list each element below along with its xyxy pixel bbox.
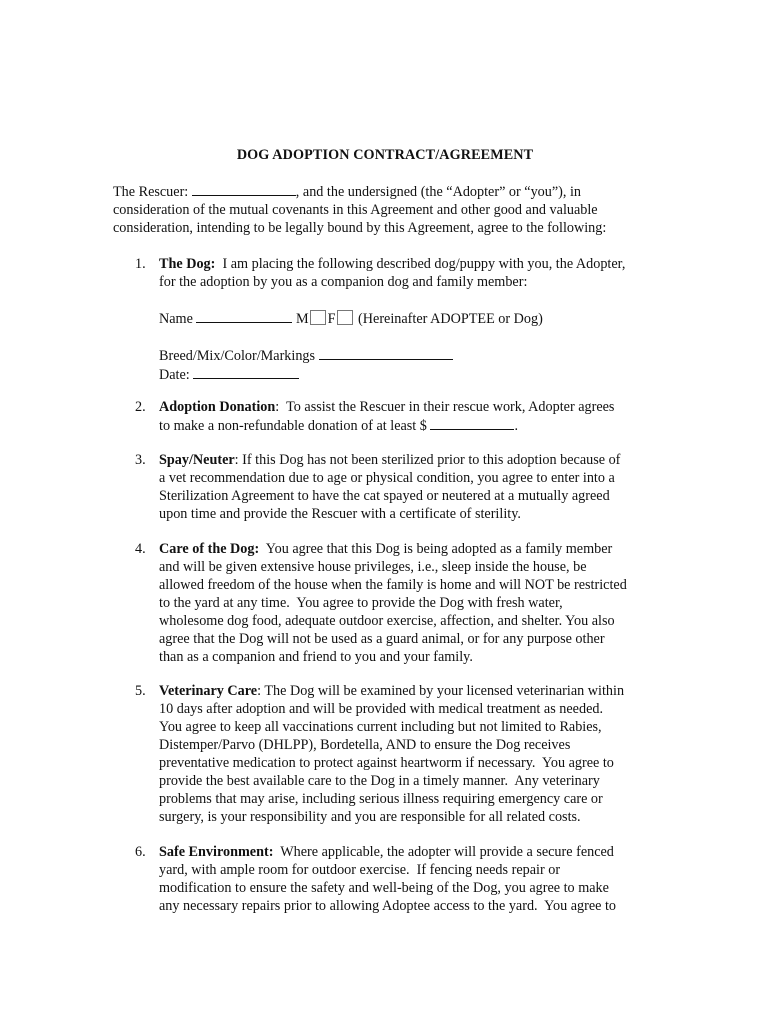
- clause-line: agree that the Dog will not be used as a guard animal, or for any purpose other: [159, 631, 605, 647]
- clause-line: 10 days after adoption and will be provided with medical treatment as needed.: [159, 701, 604, 717]
- date-row: [159, 365, 679, 384]
- clause-heading: Spay/Neuter: [159, 452, 235, 468]
- clause-line: [159, 451, 679, 469]
- clause-line: [159, 416, 679, 435]
- intro-line-1: [113, 182, 673, 201]
- clause-text: .: [514, 418, 518, 434]
- date-label: Date:: [159, 367, 194, 383]
- clause-line: allowed freedom of the house when the family is home and will NOT be restricted: [159, 577, 627, 593]
- clause-text: You agree that this Dog is being adopted as a family member: [259, 541, 613, 557]
- clause-text: I am placing the following described dog/puppy with you, the Adopter,: [215, 256, 626, 272]
- female-checkbox[interactable]: [337, 310, 353, 325]
- clause-heading: Adoption Donation: [159, 399, 276, 415]
- clause-line: [159, 540, 679, 558]
- intro-line-3: consideration, intending to be legally bound by this Agreement, agree to the following:: [113, 220, 607, 236]
- clause-line: Distemper/Parvo (DHLPP), Bordetella, AND to ensure the Dog receives: [159, 737, 571, 753]
- clause-heading: Care of the Dog:: [159, 541, 260, 557]
- breed-row: [159, 346, 679, 365]
- clause-line: wholesome dog food, adequate outdoor exercise, affection, and shelter. You also: [159, 613, 615, 629]
- clause-text: : If this Dog has not been sterilized prior to this adoption because of: [234, 452, 621, 468]
- clause-line: [159, 682, 679, 700]
- clause-number: 6.: [135, 844, 146, 860]
- spacer: [159, 328, 679, 346]
- intro-rescuer-label: The Rescuer:: [113, 184, 192, 200]
- breed-field[interactable]: [319, 346, 453, 360]
- clause-body: [159, 255, 679, 384]
- clause-line: You agree to keep all vaccinations current including but not limited to Rabies,: [159, 719, 602, 735]
- donation-amount-field[interactable]: [430, 416, 514, 430]
- name-sex-row: [159, 309, 679, 328]
- clause-body: [159, 843, 679, 915]
- clause-line: provide the best available care to the Dog in a timely manner. Any veterinary: [159, 773, 600, 789]
- clause-body: [159, 540, 679, 666]
- clause-text: : The Dog will be examined by your licensed veterinarian within: [257, 683, 625, 699]
- clause-number: 2.: [135, 399, 146, 415]
- date-field[interactable]: [193, 365, 299, 379]
- clause-number: 1.: [135, 256, 146, 272]
- dog-name-field[interactable]: [196, 309, 292, 323]
- intro-line-2: consideration of the mutual covenants in this Agreement and other good and valuable: [113, 202, 598, 218]
- clause-text: Where applicable, the adopter will provide a secure fenced: [273, 844, 614, 860]
- clause-text: : To assist the Rescuer in their rescue work, Adopter agrees: [275, 399, 615, 415]
- clause-body: [159, 451, 679, 523]
- rescuer-name-field[interactable]: [192, 182, 296, 196]
- male-checkbox[interactable]: [310, 310, 326, 325]
- clause-number: 3.: [135, 452, 146, 468]
- intro-paragraph: [113, 182, 673, 237]
- clause-line: a vet recommendation due to age or physical condition, you agree to enter into a: [159, 470, 615, 486]
- clause-number: 5.: [135, 683, 146, 699]
- intro-line-1-rest: , and the undersigned (the “Adopter” or “you”), in: [295, 184, 582, 200]
- name-label: Name: [159, 311, 197, 327]
- breed-label: Breed/Mix/Color/Markings: [159, 348, 319, 364]
- clause-body: [159, 398, 679, 435]
- clause-line: yard, with ample room for outdoor exercise. If fencing needs repair or: [159, 862, 561, 878]
- clause-line: Sterilization Agreement to have the cat spayed or neutered at a mutually agreed: [159, 488, 610, 504]
- clause-line: upon time and provide the Rescuer with a certificate of sterility.: [159, 506, 521, 522]
- clause-line: any necessary repairs prior to allowing Adoptee access to the yard. You agree to: [159, 898, 617, 914]
- document-title: DOG ADOPTION CONTRACT/AGREEMENT: [236, 147, 534, 163]
- clause-line: for the adoption by you as a companion dog and family member:: [159, 274, 528, 290]
- clause-line: modification to ensure the safety and well-being of the Dog, you agree to make: [159, 880, 609, 896]
- female-label: F: [327, 311, 336, 327]
- clause-line: [159, 398, 679, 416]
- clause-line: and will be given extensive house privileges, i.e., sleep inside the house, be: [159, 559, 587, 575]
- clause-body: [159, 682, 679, 826]
- clause-number: 4.: [135, 541, 146, 557]
- clause-line: surgery, is your responsibility and you are responsible for all related costs.: [159, 809, 581, 825]
- clause-heading: Veterinary Care: [159, 683, 258, 699]
- hereinafter-text: (Hereinafter ADOPTEE or Dog): [354, 311, 543, 327]
- clause-heading: The Dog:: [159, 256, 216, 272]
- spacer: [159, 291, 679, 309]
- clause-line: preventative medication to protect against heartworm if necessary. You agree to: [159, 755, 614, 771]
- clause-line: than as a companion and friend to you and your family.: [159, 649, 473, 665]
- clause-line: to the yard at any time. You agree to provide the Dog with fresh water,: [159, 595, 563, 611]
- clause-line: problems that may arise, including serious illness requiring emergency care or: [159, 791, 603, 807]
- male-label: M: [295, 311, 309, 327]
- clause-text: to make a non-refundable donation of at least $: [159, 418, 431, 434]
- clause-line: [159, 843, 679, 861]
- clause-heading: Safe Environment:: [159, 844, 274, 860]
- clause-line: [159, 255, 679, 273]
